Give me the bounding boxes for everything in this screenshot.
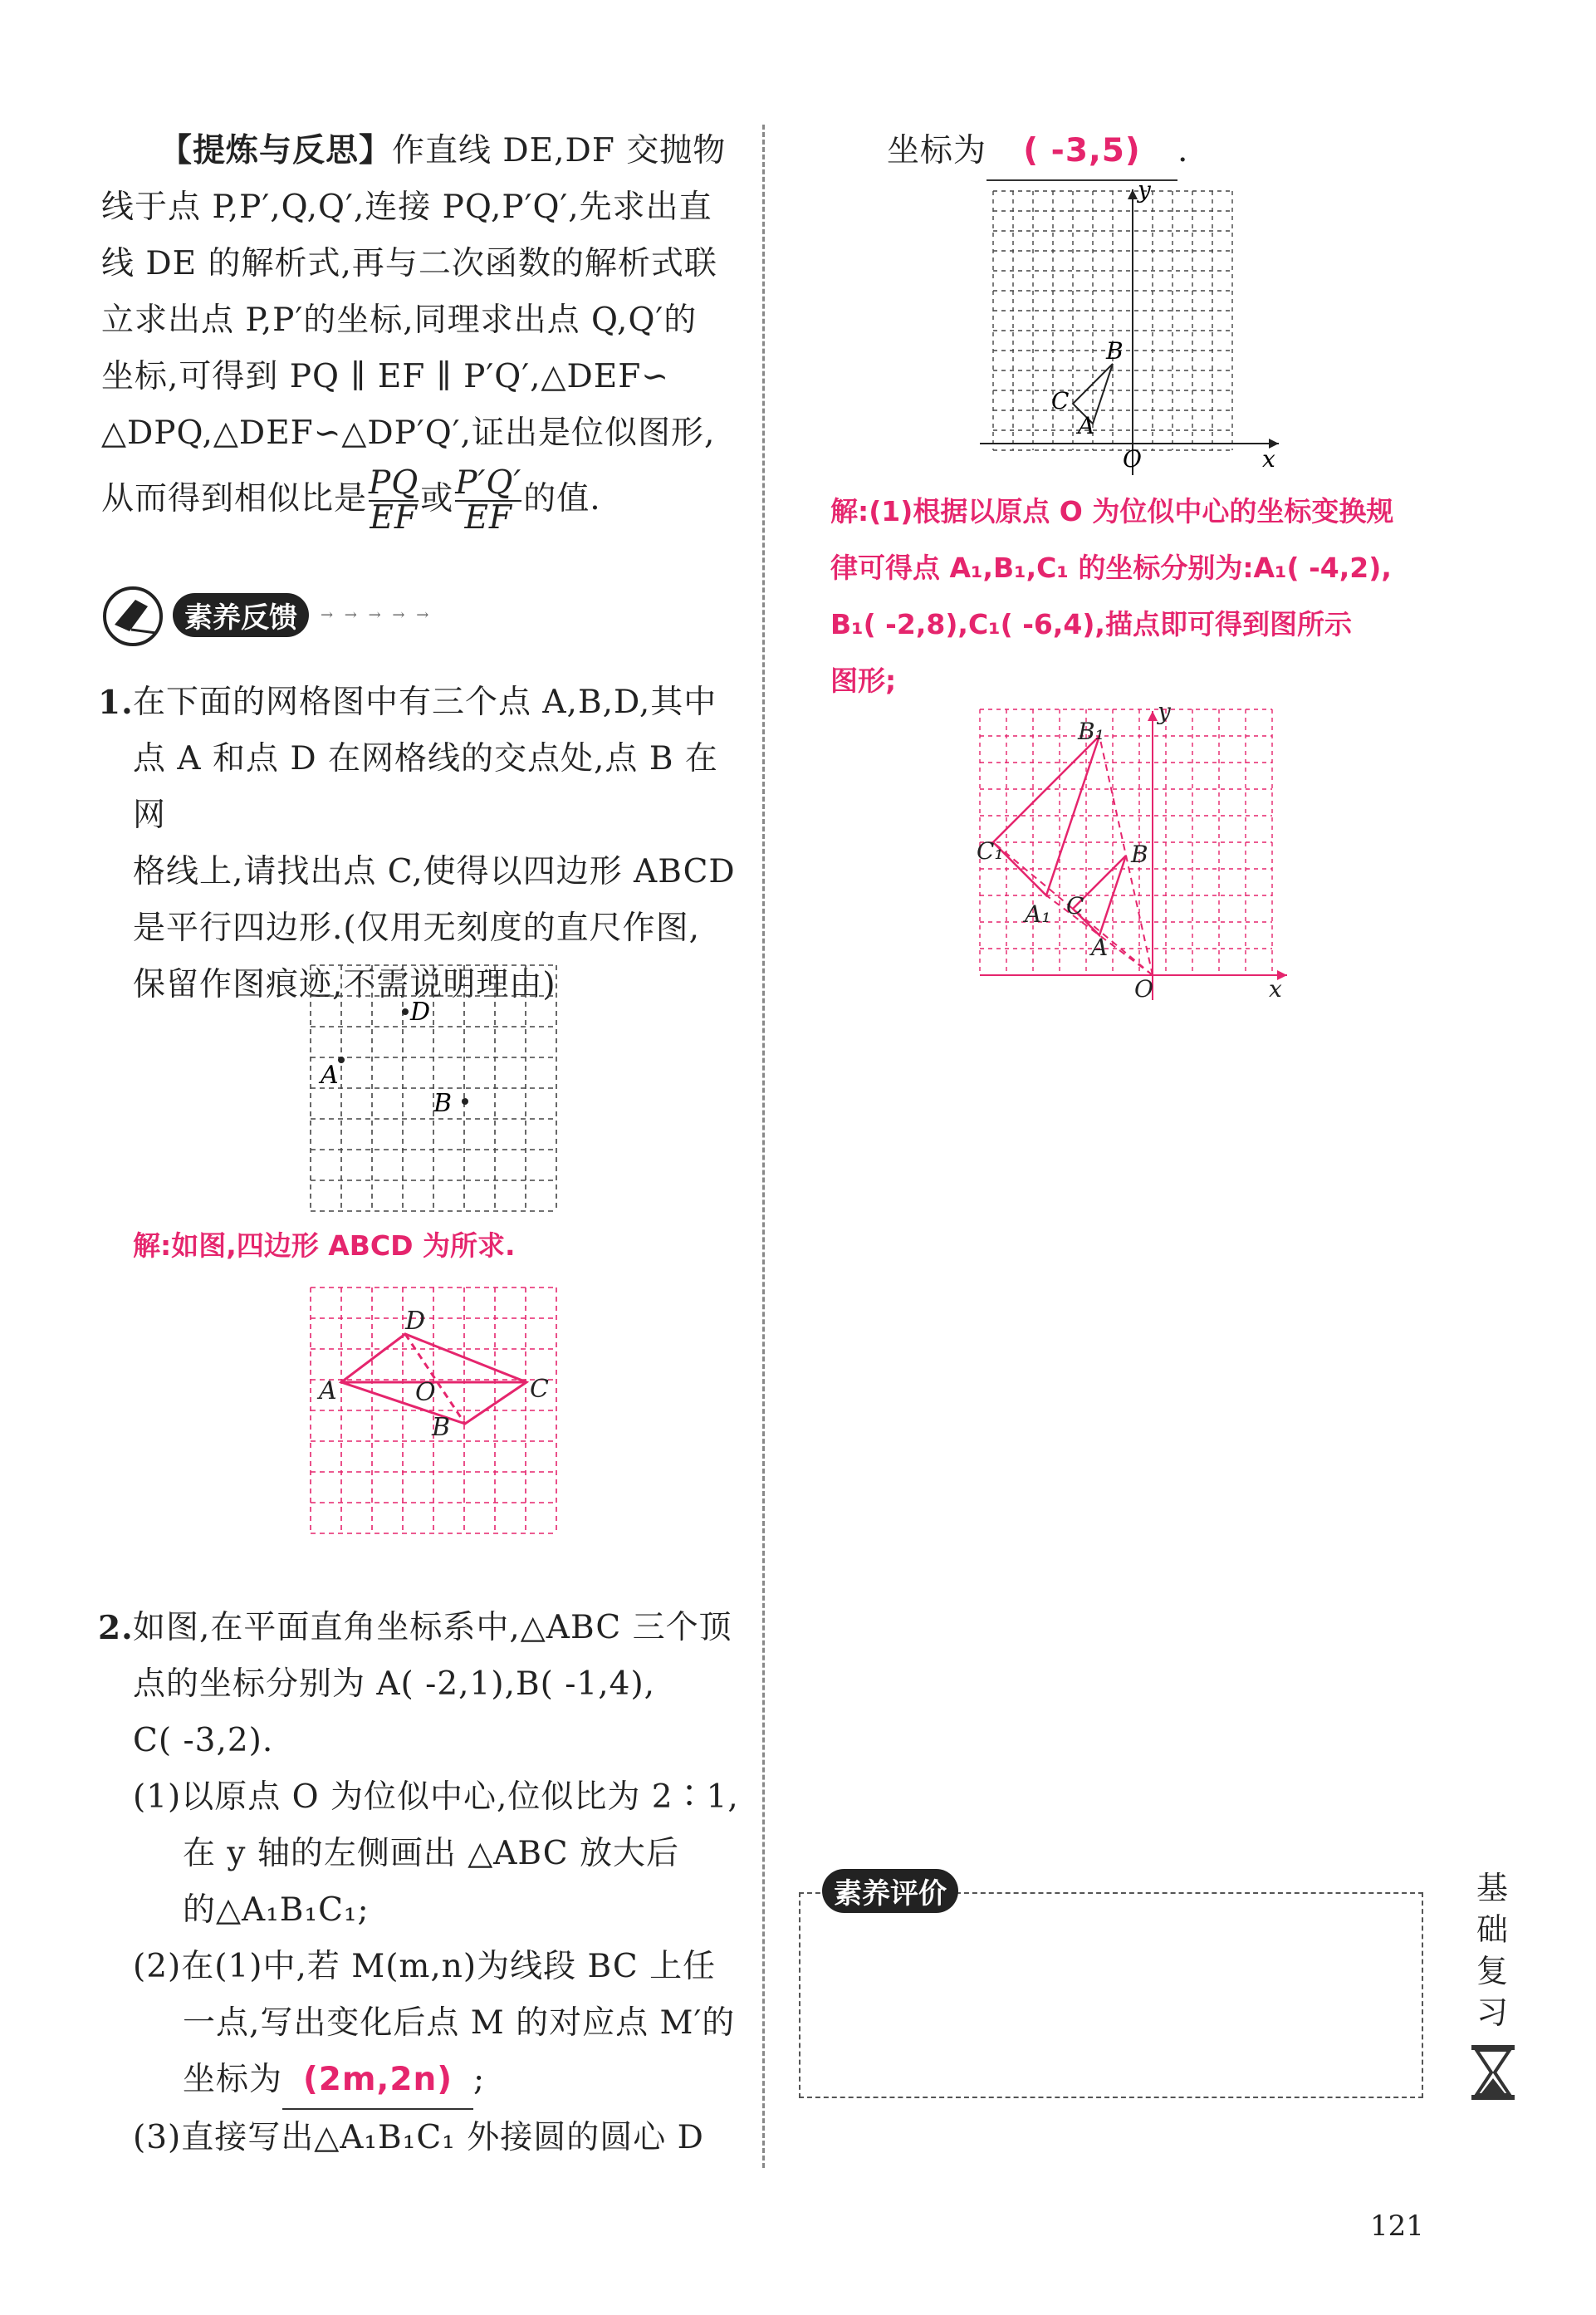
- sol-label-d: D: [405, 1307, 426, 1336]
- q2-line-0: 如图,在平面直角坐标系中,△ABC 三个顶: [133, 1609, 732, 1646]
- label-d: D: [410, 998, 431, 1027]
- q2-sub3-line-0: (3)直接写出△A₁B₁C₁ 外接圆的圆心 D: [133, 2119, 704, 2156]
- q1-line-3: 是平行四边形.(仅用无刻度的直尺作图,: [133, 910, 701, 947]
- page-number: 121: [1370, 2210, 1424, 2243]
- q2-solution-figure: [977, 698, 1295, 1003]
- point-d: [402, 1008, 409, 1015]
- pencil-book-icon: [98, 581, 173, 648]
- sol-label-o: O: [415, 1378, 436, 1407]
- q2-sub1-line-0: (1)以原点 O 为位似中心,位似比为 2∶1,: [133, 1778, 739, 1816]
- reflect-line-3: 立求出点 P,P′的坐标,同理求出点 Q,Q′的: [101, 302, 698, 339]
- evaluation-badge: 素养评价: [822, 1869, 958, 1913]
- fraction-pq-prime-ef: $\frac{P'Q'}{EF}$: [455, 464, 522, 537]
- label-b1: B₁: [1078, 718, 1104, 745]
- reflect-block: [101, 123, 741, 537]
- origin-label: O: [1123, 445, 1142, 473]
- q2-coordinate-figure: [980, 176, 1287, 482]
- reflect-line-2: 线 DE 的解析式,再与二次函数的解析式联: [101, 245, 717, 282]
- label-a: A: [321, 1061, 339, 1090]
- point-b: [462, 1098, 468, 1105]
- reflect-line-4: 坐标,可得到 PQ ∥ EF ∥ P′Q′,△DEF∽: [101, 358, 669, 395]
- label-c1: C₁: [977, 837, 1004, 865]
- q1-line-4: 保留作图痕迹,不需说明理由): [133, 966, 556, 1003]
- q2-sub2-line-2: 坐标为 (2m,2n) ;: [133, 2052, 746, 2110]
- sol-origin-label: O: [1134, 975, 1153, 1003]
- q2-solution-line-1: 律可得点 A₁,B₁,C₁ 的坐标分别为:A₁( -4,2),: [830, 552, 1392, 584]
- feedback-badge: 素养反馈: [173, 593, 309, 637]
- side-label: 基 础 复 习: [1476, 1870, 1508, 2031]
- coord-answer: ( -3,5): [986, 123, 1177, 181]
- question-2-number: 2.: [98, 1609, 134, 1647]
- reflect-last-line: 从而得到相似比是 $\frac{PQ}{EF}$ 或 $\frac{P'Q'}{EF}$ 的值.: [101, 464, 601, 537]
- q1-solution-figure: [309, 1286, 558, 1535]
- question-1: [98, 674, 746, 1013]
- evaluation-box: [799, 1892, 1423, 2098]
- axis-y-label: y: [1138, 176, 1151, 204]
- q1-line-1: 点 A 和点 D 在网格线的交点处,点 B 在网: [133, 740, 718, 834]
- q2-solution-line-3: 图形;: [830, 665, 897, 697]
- q2-sub1-line-1: 在 y 轴的左侧画出 △ABC 放大后: [183, 1835, 680, 1872]
- axis-x-label: x: [1262, 445, 1275, 473]
- q2-sub2-answer: (2m,2n): [282, 2052, 473, 2110]
- sol-axis-x-label: x: [1269, 975, 1282, 1003]
- sol-label-c: C: [530, 1375, 549, 1404]
- label-c2: C: [1051, 387, 1070, 414]
- q2-sub2-line-0: (2)在(1)中,若 M(m,n)为线段 BC 上任: [133, 1948, 717, 1985]
- point-a: [338, 1057, 345, 1063]
- fraction-pq-ef: $\frac{PQ}{EF}$: [369, 464, 419, 537]
- q1-grid-figure: [309, 964, 558, 1213]
- q1-line-2: 格线上,请找出点 C,使得以四边形 ABCD: [133, 853, 736, 890]
- q2-line-1: 点的坐标分别为 A( -2,1),B( -1,4),: [133, 1665, 656, 1703]
- reflect-line-5: △DPQ,△DEF∽△DP′Q′,证出是位似图形,: [101, 414, 716, 452]
- label-b: B: [433, 1089, 453, 1118]
- label-a1: A₁: [1025, 900, 1051, 928]
- sol-axis-y-label: y: [1158, 698, 1171, 725]
- q2-solution-line-2: B₁( -2,8),C₁( -6,4),描点即可得到图所示: [830, 608, 1352, 640]
- question-2: [98, 1600, 746, 2166]
- sol-label-b: B: [432, 1413, 451, 1442]
- sol-label-a: A: [319, 1376, 337, 1405]
- q2-sub1-line-2: 的△A₁B₁C₁;: [183, 1891, 370, 1929]
- sol-label-c2: C: [1066, 892, 1084, 920]
- q2-line-2: C( -3,2).: [133, 1722, 274, 1759]
- question-1-number: 1.: [98, 684, 134, 722]
- hourglass-icon: [1470, 2043, 1516, 2102]
- feedback-arrows: → → → → →: [321, 606, 433, 624]
- label-a2: A: [1078, 412, 1095, 439]
- q2-solution: [830, 483, 1486, 709]
- sol-label-b2: B: [1131, 841, 1148, 868]
- column-divider: [762, 125, 765, 2168]
- q2-solution-line-0: 解:(1)根据以原点 O 为位似中心的坐标变换规: [830, 495, 1394, 527]
- coord-answer-line: 坐标为 ( -3,5) .: [887, 123, 1188, 181]
- reflect-line-0: 【提炼与反思】作直线 DE,DF 交抛物: [159, 132, 727, 169]
- q1-solution: 解:如图,四边形 ABCD 为所求.: [133, 1229, 516, 1262]
- label-b2: B: [1106, 337, 1124, 365]
- reflect-title: 【提炼与反思】: [159, 132, 393, 169]
- q2-sub2-line-1: 一点,写出变化后点 M 的对应点 M′的: [183, 2004, 736, 2042]
- reflect-line-1: 线于点 P,P′,Q,Q′,连接 PQ,P′Q′,先求出直: [101, 189, 712, 226]
- feedback-header: [98, 581, 432, 648]
- q1-line-0: 在下面的网格图中有三个点 A,B,D,其中: [133, 684, 717, 721]
- sol-label-a2: A: [1091, 934, 1109, 961]
